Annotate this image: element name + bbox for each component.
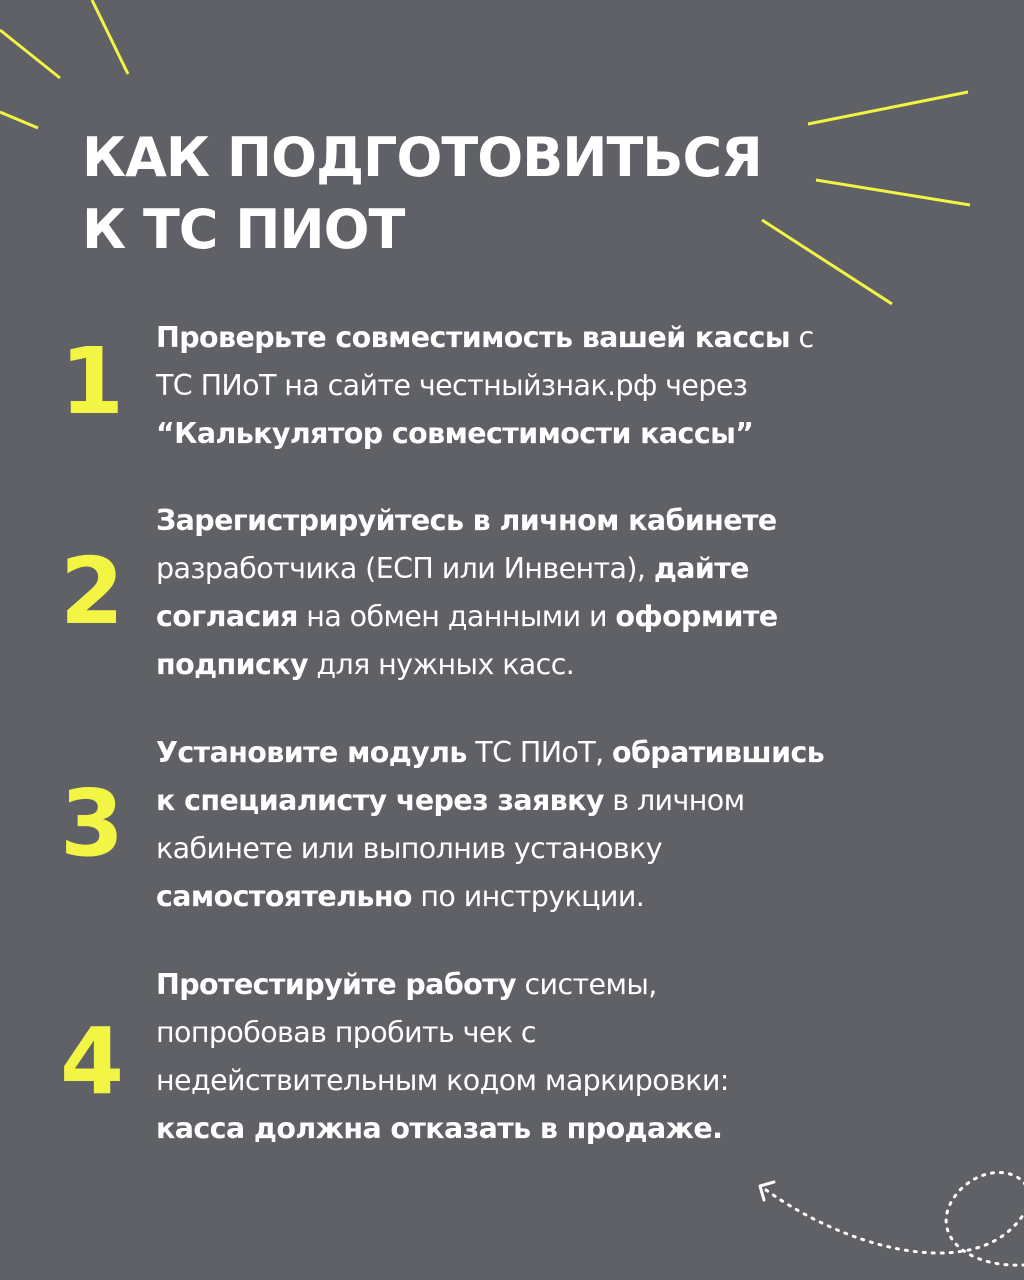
bold-text: самостоятельно xyxy=(156,880,412,913)
bold-text: к специалисту через заявку xyxy=(156,784,604,817)
title-line-1: КАК ПОДГОТОВИТЬСЯ xyxy=(82,126,762,189)
step-text-line xyxy=(156,1009,916,1057)
step-text-line xyxy=(156,545,916,593)
regular-text: попробовав пробить чек с xyxy=(156,1016,536,1049)
bold-text: Проверьте совместимость вашей кассы xyxy=(156,321,791,354)
bold-text: оформите xyxy=(615,600,778,633)
step-number: 4 xyxy=(60,1008,123,1115)
bold-text: дайте xyxy=(653,552,749,585)
step-text-line xyxy=(156,1105,916,1153)
ray-line xyxy=(0,30,60,78)
step-number: 2 xyxy=(60,538,123,645)
regular-text: на обмен данными и xyxy=(297,600,616,633)
step-number: 1 xyxy=(60,328,123,435)
step-text xyxy=(156,314,916,458)
page-title xyxy=(82,122,842,266)
step-text-line xyxy=(156,873,916,921)
bold-text: Установите модуль xyxy=(156,736,467,769)
ray-line xyxy=(808,92,968,124)
step-text-line xyxy=(156,362,916,410)
regular-text: для нужных касс. xyxy=(307,648,575,681)
step-text-line xyxy=(156,641,916,689)
bold-text: согласия xyxy=(156,600,298,633)
bold-text: обратившись xyxy=(612,736,825,769)
step-text-line xyxy=(156,410,916,458)
bold-text: “Калькулятор совместимости кассы” xyxy=(156,417,754,450)
bold-text: Протестируйте работу xyxy=(156,968,516,1001)
regular-text: в личном xyxy=(603,784,745,817)
regular-text: кабинете или выполнив установку xyxy=(156,832,663,865)
step-text-line xyxy=(156,1057,916,1105)
regular-text: по инструкции. xyxy=(411,880,645,913)
step-text xyxy=(156,961,916,1153)
regular-text: недействительным кодом маркировки: xyxy=(156,1064,729,1097)
step-text-line xyxy=(156,961,916,1009)
dotted-arrow-path xyxy=(766,1172,1024,1265)
step-text-line xyxy=(156,314,916,362)
step-text-line xyxy=(156,777,916,825)
regular-text: разработчика (ЕСП или Инвента), xyxy=(156,552,654,585)
regular-text: ТС ПИоТ на сайте честныйзнак.рф через xyxy=(156,369,748,402)
step-text-line xyxy=(156,825,916,873)
bold-text: Зарегистрируйтесь в личном кабинете xyxy=(156,504,777,537)
step-text-line xyxy=(156,729,916,777)
bold-text: подписку xyxy=(156,648,308,681)
regular-text: ТС ПИоТ, xyxy=(466,736,612,769)
ray-line xyxy=(0,112,38,128)
regular-text: с xyxy=(790,321,814,354)
ray-line xyxy=(92,0,128,74)
regular-text: системы, xyxy=(516,968,657,1001)
step-text xyxy=(156,497,916,689)
title-line-2: К ТС ПИОТ xyxy=(82,198,405,261)
step-text-line xyxy=(156,593,916,641)
step-text-line xyxy=(156,497,916,545)
step-text xyxy=(156,729,916,921)
step-number: 3 xyxy=(60,770,123,877)
bold-text: касса должна отказать в продаже. xyxy=(156,1112,723,1145)
